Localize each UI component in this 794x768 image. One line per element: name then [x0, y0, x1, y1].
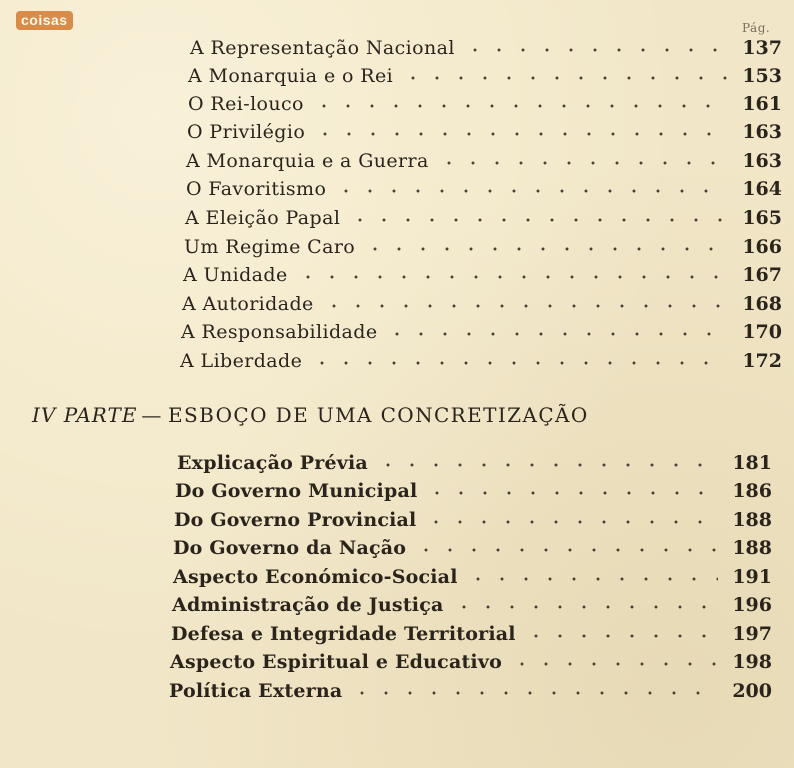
entry-page-number: 186 — [732, 480, 772, 502]
entry-title: A Monarquia e o Rei — [188, 65, 394, 87]
entry-page-number: 188 — [732, 509, 772, 531]
toc-entry — [182, 290, 782, 318]
dot-leader — [524, 634, 718, 638]
entry-page-number: 170 — [742, 321, 782, 343]
dot-leader — [348, 218, 728, 222]
toc-entry — [188, 90, 782, 118]
toc-entry — [184, 233, 782, 261]
entry-title: O Rei-louco — [188, 93, 304, 115]
entry-title: Aspecto Económico-Social — [173, 566, 458, 588]
entry-page-number: 200 — [732, 680, 772, 702]
entry-page-number: 164 — [742, 178, 782, 200]
toc-entry — [186, 147, 782, 175]
dot-leader — [376, 463, 718, 467]
entry-page-number: 166 — [742, 236, 782, 258]
entry-title: Do Governo Municipal — [175, 480, 418, 502]
dot-leader — [463, 48, 728, 52]
entry-title: Aspecto Espiritual e Educativo — [170, 651, 502, 673]
entry-page-number: 137 — [742, 37, 782, 59]
entry-page-number: 172 — [742, 350, 782, 372]
dot-leader — [350, 691, 718, 695]
toc-entry — [174, 506, 772, 534]
part-label: IV PARTE — [32, 403, 138, 427]
dot-leader — [424, 520, 718, 524]
dot-leader — [334, 189, 728, 193]
entry-title: O Favoritismo — [186, 178, 327, 200]
entry-page-number: 161 — [742, 93, 782, 115]
entry-page-number: 191 — [732, 566, 772, 588]
entry-title: Política Externa — [169, 680, 343, 702]
toc-entry — [173, 563, 772, 591]
toc-entry — [186, 175, 782, 203]
entry-title: A Unidade — [183, 264, 288, 286]
toc-entry — [175, 477, 772, 505]
toc-entry — [171, 620, 772, 648]
entry-title: Do Governo da Nação — [173, 537, 407, 559]
entry-title: A Liberdade — [180, 350, 303, 372]
part-title: ESBOÇO DE UMA CONCRETIZAÇÃO — [168, 403, 589, 427]
toc-entry — [185, 204, 782, 232]
entry-page-number: 197 — [732, 623, 772, 645]
part-dash: — — [141, 403, 163, 427]
toc-entry — [170, 648, 772, 676]
dot-leader — [296, 275, 728, 279]
entry-page-number: 168 — [742, 293, 782, 315]
toc-entry — [172, 591, 772, 619]
dot-leader — [363, 247, 728, 251]
entry-title: Do Governo Provincial — [174, 509, 417, 531]
entry-title: Administração de Justiça — [172, 594, 444, 616]
toc-entry — [183, 261, 782, 289]
dot-leader — [312, 104, 728, 108]
toc-entry — [188, 62, 782, 90]
watermark-logo: coisas — [16, 11, 73, 30]
toc-entry — [177, 449, 772, 477]
entry-page-number: 163 — [742, 150, 782, 172]
part-heading — [32, 400, 589, 430]
dot-leader — [510, 662, 718, 666]
entry-title: O Privilégio — [187, 121, 306, 143]
dot-leader — [385, 332, 728, 336]
dot-leader — [414, 548, 718, 552]
entry-title: A Monarquia e a Guerra — [186, 150, 429, 172]
dot-leader — [466, 577, 718, 581]
toc-entry — [173, 534, 772, 562]
dot-leader — [425, 491, 718, 495]
entry-page-number: 153 — [742, 65, 782, 87]
dot-leader — [322, 304, 728, 308]
dot-leader — [452, 605, 718, 609]
entry-title: A Representação Nacional — [190, 37, 455, 59]
toc-entry — [181, 318, 782, 346]
entry-title: A Autoridade — [182, 293, 314, 315]
entry-page-number: 198 — [732, 651, 772, 673]
entry-page-number: 163 — [742, 121, 782, 143]
dot-leader — [313, 132, 728, 136]
dot-leader — [437, 161, 728, 165]
entry-title: Um Regime Caro — [184, 236, 356, 258]
entry-page-number: 165 — [742, 207, 782, 229]
toc-entry — [190, 34, 782, 62]
toc-entry — [180, 347, 782, 375]
entry-page-number: 188 — [732, 537, 772, 559]
entry-page-number: 181 — [732, 452, 772, 474]
toc-entry — [169, 677, 772, 705]
dot-leader — [310, 361, 728, 365]
entry-page-number: 167 — [742, 264, 782, 286]
entry-page-number: 196 — [732, 594, 772, 616]
entry-title: Explicação Prévia — [177, 452, 368, 474]
dot-leader — [401, 76, 728, 80]
entry-title: A Responsabilidade — [181, 321, 378, 343]
entry-title: A Eleição Papal — [185, 207, 341, 229]
page-column-header: Pág. — [742, 21, 771, 35]
toc-entry — [187, 118, 782, 146]
entry-title: Defesa e Integridade Territorial — [171, 623, 516, 645]
